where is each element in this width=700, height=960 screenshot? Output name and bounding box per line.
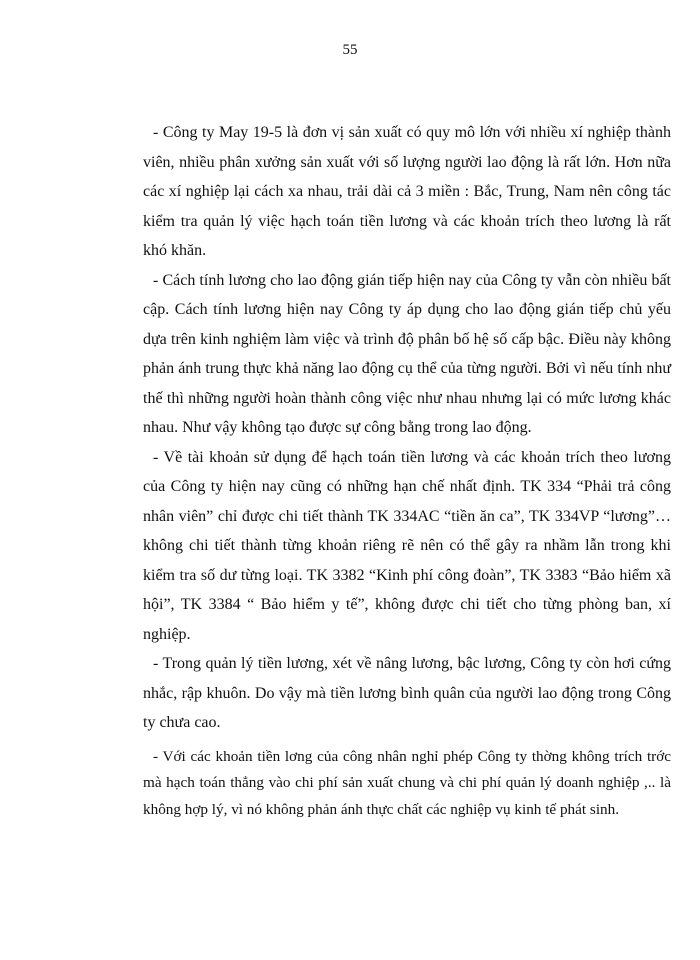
paragraph-leave-wages: - Với các khoản tiền lơng của công nhân nghỉ phép Công ty thờng không trích trớc mà hạch toán thẳng vào chi phí sản xuất chung và chi phí quản lý doanh nghiệp ,.. là không hợp lý, vì nó không phản ánh thực chất các nghiệp vụ kinh tế phát sinh. — [143, 747, 671, 818]
paragraph-indirect-labor-salary: - Cách tính lương cho lao động gián tiếp hiện nay của Công ty vẫn còn nhiều bất cập. Cách tính lương hiện nay Công ty áp dụng cho lao động gián tiếp chủ yếu dựa trên kinh nghiệm làm việc và trình độ phân bố hệ số cấp bậc. Điều này không phản ánh trung thực khả năng lao động cụ thể của từng người. Bởi vì nếu tính như thế thì những người hoàn thành công việc như nhau nhưng lại có mức lương khác nhau. Như vậy không tạo được sự công bằng trong lao động. — [143, 271, 671, 436]
document-body — [143, 118, 671, 823]
paragraph-salary-management: - Trong quản lý tiền lương, xét về nâng lương, bậc lương, Công ty còn hơi cứng nhắc, rập khuôn. Do vậy mà tiền lương bình quân của người lao động trong Công ty chưa cao. — [143, 655, 671, 731]
page-number: 55 — [342, 42, 358, 58]
paragraph-accounts-used: - Về tài khoản sử dụng để hạch toán tiền lương và các khoản trích theo lương của Công ty hiện nay cũng có những hạn chế nhất định. TK 334 “Phải trả công nhân viên” chỉ được chi tiết thành TK 334AC “tiền ăn ca”, TK 334VP “lương”… không chi tiết thành từng khoản riêng rẽ nên có thể gây ra nhầm lẫn trong khi kiểm tra số dư từng loại. TK 3382 “Kinh phí công đoàn”, TK 3383 “Bảo hiểm xã hội”, TK 3384 “ Bảo hiểm y tế”, không được chi tiết cho từng phòng ban, xí nghiệp. — [143, 448, 671, 643]
paragraph-company-scale: - Công ty May 19-5 là đơn vị sản xuất có quy mô lớn với nhiều xí nghiệp thành viên, nhiều phân xưởng sản xuất với số lượng người lao động là rất lớn. Hơn nữa các xí nghiệp lại cách xa nhau, trải dài cả 3 miền : Bắc, Trung, Nam nên công tác kiểm tra quản lý việc hạch toán tiền lương và các khoản trích theo lương là rất khó khăn. — [143, 124, 671, 259]
